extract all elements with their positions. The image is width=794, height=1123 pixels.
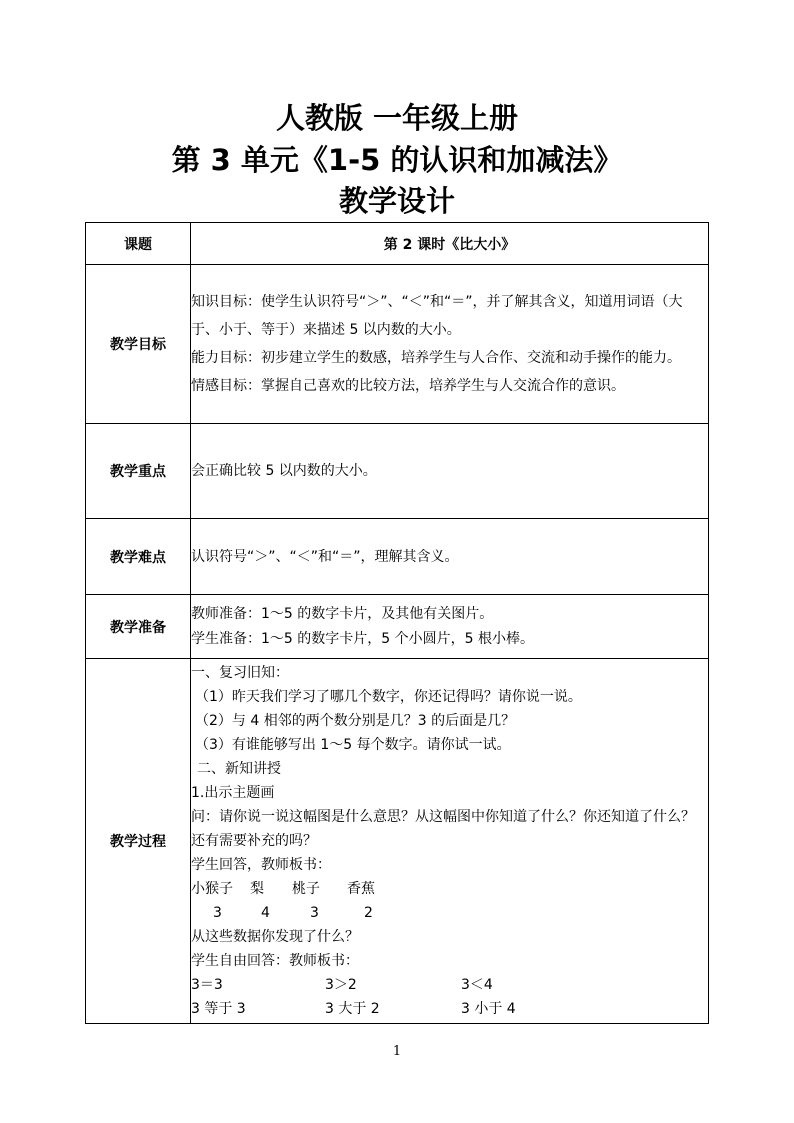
goal-emotion: 情感目标：掌握自己喜欢的比较方法，培养学生与人交流合作的意识。 (191, 378, 625, 394)
table-row-difficulties (86, 519, 709, 595)
board-intro-2: 学生自由回答：教师板书： (191, 953, 359, 969)
count-peach: 3 (310, 905, 319, 921)
compare-greater: 3＞2 (325, 977, 357, 993)
goal-knowledge: 知识目标：使学生认识符号“＞”、“＜”和“＝”，并了解其含义，知道用词语（大于、小于、等于）来描述 5 以内数的大小。 (191, 294, 683, 338)
count-pear: 4 (261, 905, 270, 921)
process-label: 教学过程 (86, 659, 191, 1024)
page-number: 1 (392, 1044, 402, 1059)
table-row-topic (86, 223, 709, 265)
preparation-label: 教学准备 (86, 595, 191, 659)
goals-label: 教学目标 (86, 265, 191, 424)
fruit-monkey: 小猴子 (191, 881, 233, 897)
document-title-line-3: 教学设计 (338, 184, 455, 218)
compare-greater-words: 3 大于 2 (325, 1001, 380, 1017)
question: 问：请你说一说这幅图是什么意思？从这幅图中你知道了什么？你还知道了什么？还有需要补充的吗？ (191, 809, 695, 849)
document-title-line-1: 人教版 一年级上册 (275, 101, 519, 135)
difficulties-text: 认识符号“＞”、“＜”和“＝”，理解其含义。 (191, 519, 709, 595)
new-lesson-title: 二、新知讲授 (197, 761, 281, 777)
count-row (191, 901, 708, 925)
topic-label: 课题 (86, 223, 191, 265)
fruit-row (191, 877, 708, 901)
compare-less: 3＜4 (461, 977, 493, 993)
table-row-preparation (86, 595, 709, 659)
difficulties-label: 教学难点 (86, 519, 191, 595)
review-title: 一、复习旧知： (191, 665, 289, 681)
preparation-content (191, 595, 709, 659)
table-row-goals (86, 265, 709, 424)
table-row-process (86, 659, 709, 1024)
compare-words-row (191, 997, 708, 1021)
step-1: 1.出示主题画 (191, 785, 275, 801)
goal-ability: 能力目标：初步建立学生的数感，培养学生与人合作、交流和动手操作的能力。 (191, 350, 681, 366)
review-item-3: （3）有谁能够写出 1～5 每个数字。请你试一试。 (195, 737, 511, 753)
document-title-line-2: 第 3 单元《1-5 的认识和加减法》 (171, 143, 623, 177)
fruit-banana: 香蕉 (347, 881, 375, 897)
topic-value: 第 2 课时《比大小》 (191, 223, 709, 265)
key-points-label: 教学重点 (86, 424, 191, 519)
count-monkey: 3 (213, 905, 222, 921)
fruit-pear: 梨 (250, 881, 264, 897)
key-points-text: 会正确比较 5 以内数的大小。 (191, 424, 709, 519)
compare-symbols-row (191, 973, 708, 997)
compare-equal-words: 3 等于 3 (191, 1001, 246, 1017)
review-item-1: （1）昨天我们学习了哪几个数字，你还记得吗？请你说一说。 (195, 689, 582, 705)
review-item-2: （2）与 4 相邻的两个数分别是几？3 的后面是几？ (195, 713, 516, 729)
table-row-key-points (86, 424, 709, 519)
discover-question: 从这些数据你发现了什么？ (191, 929, 359, 945)
preparation-student: 学生准备：1～5 的数字卡片，5 个小圆片，5 根小棒。 (191, 630, 534, 647)
fruit-peach: 桃子 (292, 881, 320, 897)
preparation-teacher: 教师准备：1～5 的数字卡片，及其他有关图片。 (191, 605, 494, 622)
process-content (191, 659, 709, 1024)
count-banana: 2 (364, 905, 373, 921)
lesson-plan-table (85, 222, 709, 1024)
compare-less-words: 3 小于 4 (461, 1001, 516, 1017)
board-intro-1: 学生回答，教师板书： (191, 857, 331, 873)
compare-equal: 3＝3 (191, 977, 223, 993)
goals-content (191, 265, 709, 424)
